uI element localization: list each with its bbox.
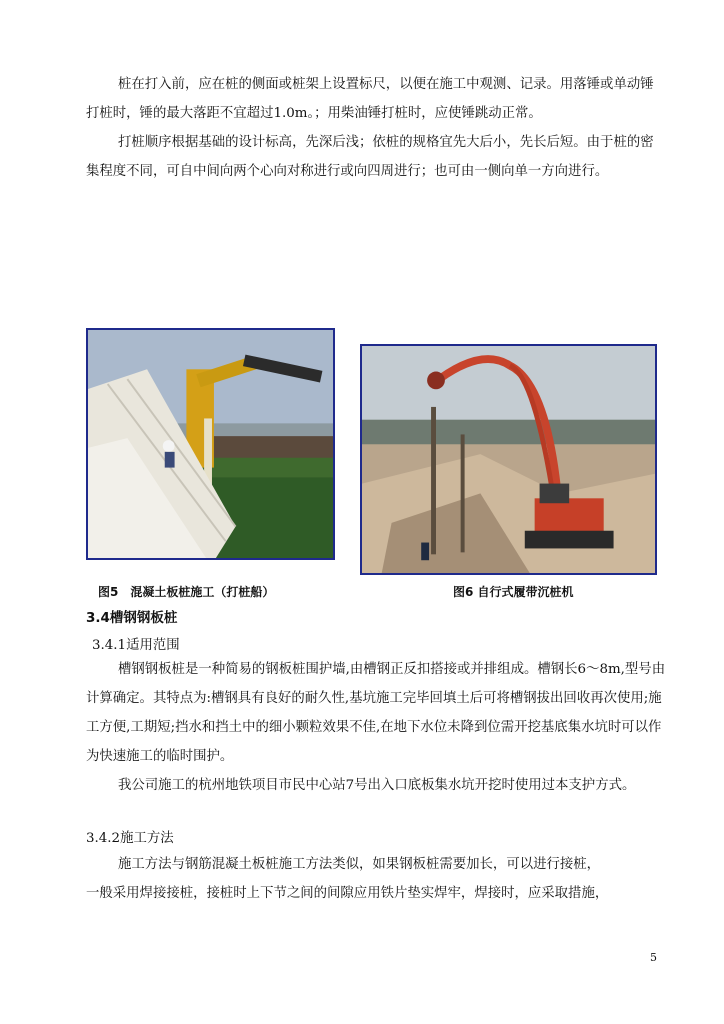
- subsection-heading-2: 3.4.2施工方法: [86, 831, 174, 846]
- pile-driving-barge-photo: [86, 328, 335, 560]
- figure-5-caption: 图5 混凝土板桩施工（打桩船）: [98, 585, 275, 599]
- section-paragraph-3: 施工方法与钢筋混凝土板桩施工方法类似，如果钢板桩需要加长，可以进行接桩，: [118, 857, 601, 872]
- figure-6-caption: 图6 自行式履带沉桩机: [453, 585, 574, 599]
- page-number: 5: [650, 951, 657, 964]
- intro-paragraph-1: 桩在打入前，应在桩的侧面或桩架上设置标尺，以便在施工中观测、记录。用落锤或单动锤打桩时，锤的最大落距不宜超过1.0m。；用柴油锤打桩时，应使锤跳动正常。: [86, 77, 654, 121]
- section-heading: 3.4槽钢钢板桩: [86, 610, 178, 626]
- crawler-pile-driver-photo: [360, 344, 657, 575]
- subsection-heading-1: 3.4.1适用范围: [92, 638, 180, 653]
- section-paragraph-2: 我公司施工的杭州地铁项目市民中心站7号出入口底板集水坑开挖时使用过本支护方式。: [118, 778, 636, 793]
- section-paragraph-1: 槽钢钢板桩是一种简易的钢板桩围护墙,由槽钢正反扣搭接或并排组成。槽钢长6～8m,型号由计算确定。其特点为:槽钢具有良好的耐久性,基坑施工完毕回填土后可将槽钢拔出回收再次使用;施工方便,工期短;挡水和挡土中的细小颗粒效果不佳,在地下水位未降到位需开挖基底集水坑时可以作为快速施工的临时围护。: [86, 662, 666, 764]
- section-paragraph-4: 一般采用焊接接桩，接桩时上下节之间的间隙应用铁片垫实焊牢，焊接时，应采取措施，: [86, 886, 609, 901]
- intro-paragraph-2: 打桩顺序根据基础的设计标高，先深后浅；依桩的规格宜先大后小，先长后短。由于桩的密集程度不同，可自中间向两个心向对称进行或向四周进行；也可由一侧向单一方向进行。: [86, 135, 654, 179]
